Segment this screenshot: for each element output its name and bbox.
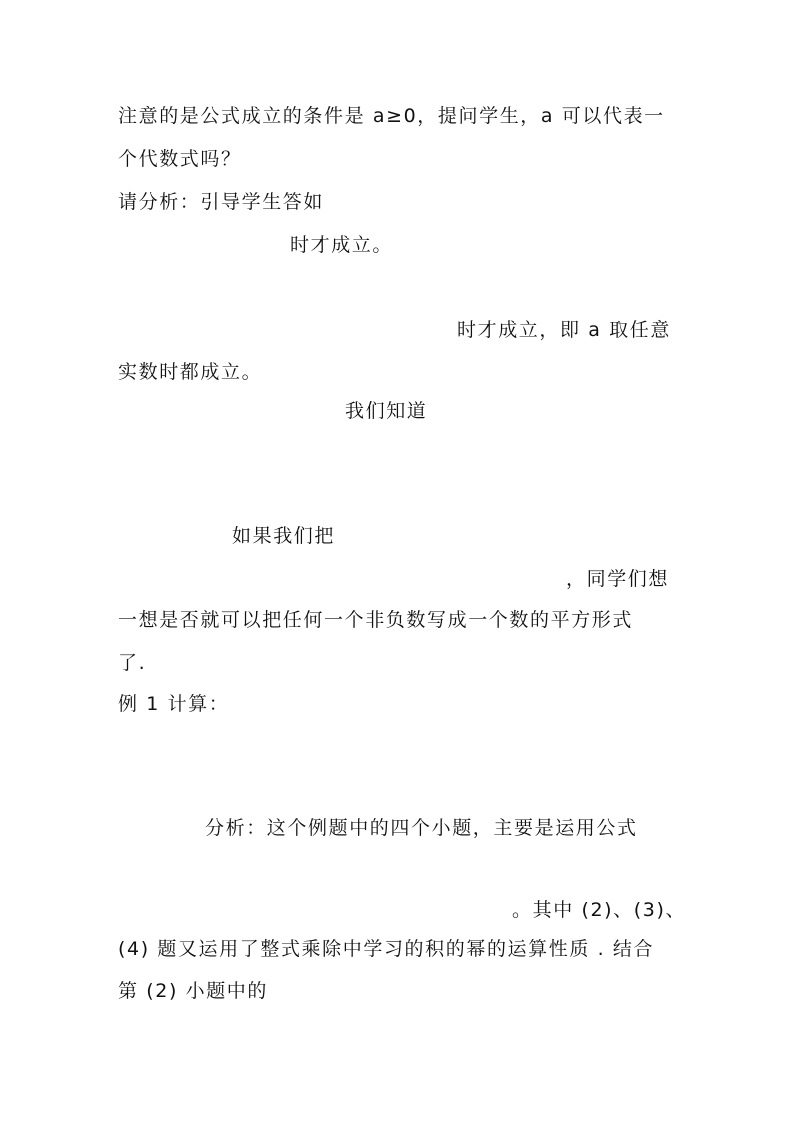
text-line: 我们知道 [345,400,428,422]
text-line: 请分析：引导学生答如 [118,191,325,213]
text-line: 实数时都成立。 [118,361,263,383]
text-line: 例 1 计算： [118,693,230,715]
text-line: (4) 题又运用了整式乘除中学习的积的幂的运算性质 . 结合 [118,938,655,960]
text-line: ，同学们想 [566,568,670,590]
text-line: 个代数式吗？ [118,148,242,170]
text-line: 一想是否就可以把任何一个非负数写成一个数的平方形式 [118,609,634,631]
text-line: 了. [118,652,147,674]
text-line: 时才成立，即 a 取任意 [457,319,671,341]
text-line: 如果我们把 [232,525,336,547]
text-line: 分析：这个例题中的四个小题，主要是运用公式 [205,817,638,839]
text-line: 注意的是公式成立的条件是 a≥0，提问学生，a 可以代表一 [118,105,665,127]
text-line: 时才成立。 [290,234,394,256]
text-line: 。其中 (2)、(3)、 [512,899,687,921]
text-line: 第 (2) 小题中的 [118,980,268,1002]
